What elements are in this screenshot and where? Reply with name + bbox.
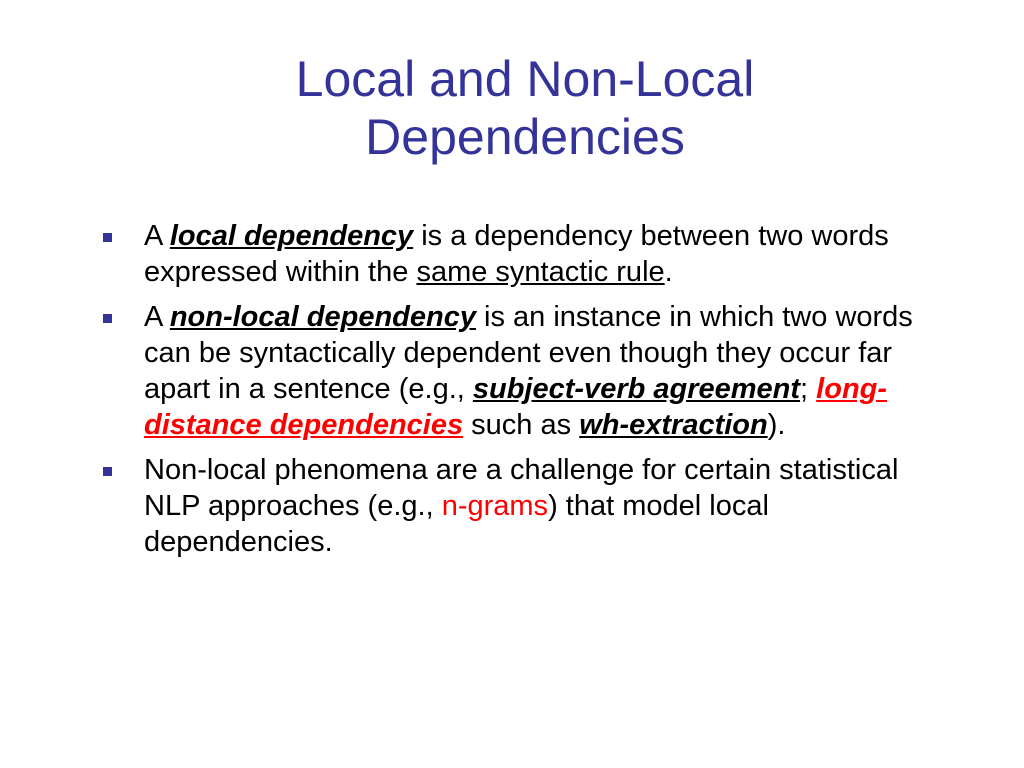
term-n-grams: n-grams xyxy=(441,490,549,522)
slide-title xyxy=(100,50,950,166)
bullet-text: . xyxy=(664,256,673,288)
bullet-list xyxy=(100,218,960,569)
square-bullet-icon xyxy=(103,314,112,323)
term-same-syntactic-rule: same syntactic rule xyxy=(416,256,665,288)
square-bullet-icon xyxy=(103,233,112,242)
bullet-text: Non-local phenomena are a challenge for certain statistical NLP approaches (e.g., xyxy=(144,454,899,522)
term-non-local-dependency: non-local dependency xyxy=(169,301,476,333)
term-local-dependency: local dependency xyxy=(169,220,414,252)
bullet-text: is an instance in which two words can be syntactically dependent even though they occur far apart in a sentence (e.g., xyxy=(144,301,913,405)
bullet-text: ). xyxy=(767,409,786,441)
term-subject-verb-agreement: subject-verb agreement xyxy=(472,373,801,405)
square-bullet-icon xyxy=(103,467,112,476)
term-wh-extraction: wh-extraction xyxy=(579,409,768,441)
title-line-1: Local and Non-Local xyxy=(295,51,755,107)
bullet-text: such as xyxy=(463,409,580,441)
bullet-text: A xyxy=(144,220,170,252)
bullet-local-dependency xyxy=(100,218,960,290)
title-line-2: Dependencies xyxy=(365,109,685,165)
bullet-non-local-phenomena xyxy=(100,452,960,560)
bullet-text: A xyxy=(144,301,170,333)
term-long-distance-dependencies: long-distance dependencies xyxy=(144,373,888,441)
bullet-text: is a dependency between two words expressed within the xyxy=(144,220,889,288)
bullet-text: ; xyxy=(800,373,817,405)
bullet-text: ) that model local dependencies. xyxy=(144,490,769,558)
bullet-non-local-dependency xyxy=(100,299,960,443)
